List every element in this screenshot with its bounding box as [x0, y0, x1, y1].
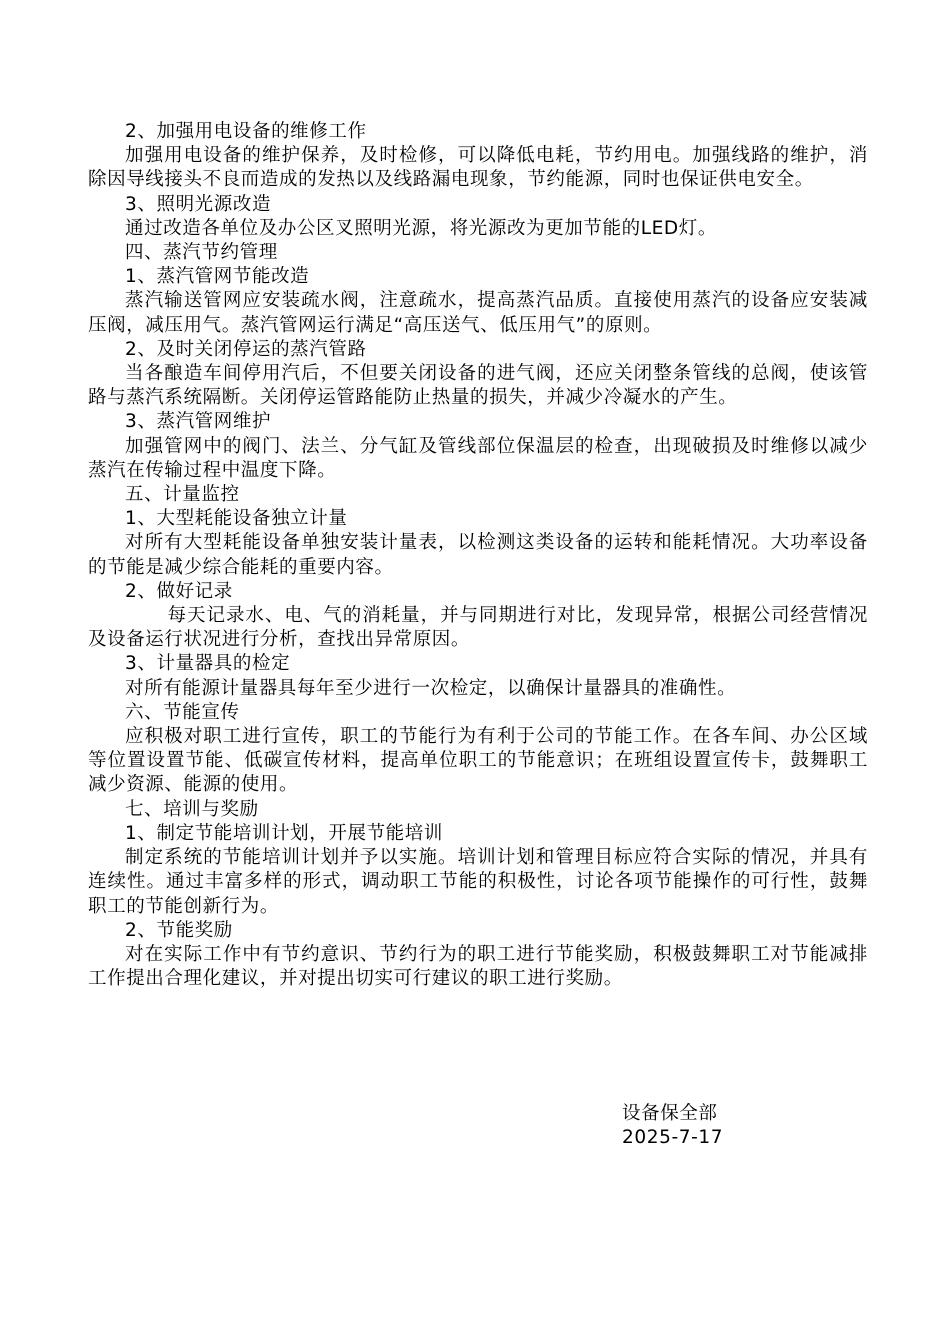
section-heading: 1、大型耗能设备独立计量 [125, 508, 348, 530]
body-paragraph: 对所有能源计量器具每年至少进行一次检定，以确保计量器具的准确性。 [125, 677, 737, 699]
chapter-heading: 四、蒸汽节约管理 [125, 242, 278, 264]
document-body [88, 120, 868, 991]
body-paragraph: 每天记录水、电、气的消耗量，并与同期进行对比，发现异常，根据公司经营情况及设备运行状况进行分析，查找出异常原因。 [88, 605, 868, 651]
signature-block [622, 1102, 723, 1150]
section-heading: 3、计量器具的检定 [125, 653, 291, 675]
section-heading: 2、加强用电设备的维修工作 [125, 121, 367, 142]
body-paragraph: 对所有大型耗能设备单独安装计量表，以检测这类设备的运转和能耗情况。大功率设备的节能是减少综合能耗的重要内容。 [88, 532, 868, 578]
chapter-heading: 五、计量监控 [125, 484, 240, 506]
section-heading: 3、照明光源改造 [125, 193, 272, 215]
section-heading: 3、蒸汽管网维护 [125, 411, 272, 433]
body-paragraph: 制定系统的节能培训计划并予以实施。培训计划和管理目标应符合实际的情况，并具有连续性。通过丰富多样的形式，调动职工节能的积极性，讨论各项节能操作的可行性，鼓舞职工的节能创新行为。 [88, 847, 868, 917]
section-heading: 1、蒸汽管网节能改造 [125, 266, 310, 288]
body-paragraph: 应积极对职工进行宣传，职工的节能行为有利于公司的节能工作。在各车间、办公区域等位置设置节能、低碳宣传材料，提高单位职工的节能意识；在班组设置宣传卡，鼓舞职工减少资源、能源的使用。 [88, 726, 868, 796]
body-paragraph: 加强管网中的阀门、法兰、分气缸及管线部位保温层的检查，出现破损及时维修以减少蒸汽在传输过程中温度下降。 [88, 435, 868, 481]
body-paragraph: 当各酿造车间停用汽后，不但要关闭设备的进气阀，还应关闭整条管线的总阀，使该管路与蒸汽系统隔断。关闭停运管路能防止热量的损失，并减少冷凝水的产生。 [88, 363, 868, 409]
section-heading: 2、做好记录 [125, 580, 233, 602]
section-heading: 2、及时关闭停运的蒸汽管路 [125, 338, 367, 360]
section-heading: 2、节能奖励 [125, 919, 233, 941]
signature-department: 设备保全部 [622, 1103, 718, 1124]
section-heading: 1、制定节能培训计划，开展节能培训 [125, 822, 443, 844]
body-paragraph: 加强用电设备的维护保养，及时检修，可以降低电耗，节约用电。加强线路的维护，消除因导线接头不良而造成的发热以及线路漏电现象，节约能源，同时也保证供电安全。 [88, 145, 868, 191]
chapter-heading: 六、节能宣传 [125, 701, 240, 723]
body-paragraph: 对在实际工作中有节约意识、节约行为的职工进行节能奖励，积极鼓舞职工对节能减排工作提出合理化建议，并对提出切实可行建议的职工进行奖励。 [88, 943, 868, 990]
body-paragraph: 通过改造各单位及办公区叉照明光源，将光源改为更加节能的LED灯。 [125, 217, 717, 239]
chapter-heading: 七、培训与奖励 [125, 798, 259, 820]
body-paragraph: 蒸汽输送管网应安装疏水阀，注意疏水，提高蒸汽品质。直接使用蒸汽的设备应安装减压阀，减压用气。蒸汽管网运行满足“高压送气、低压用气”的原则。 [88, 290, 868, 336]
signature-date: 2025-7-17 [622, 1127, 724, 1148]
